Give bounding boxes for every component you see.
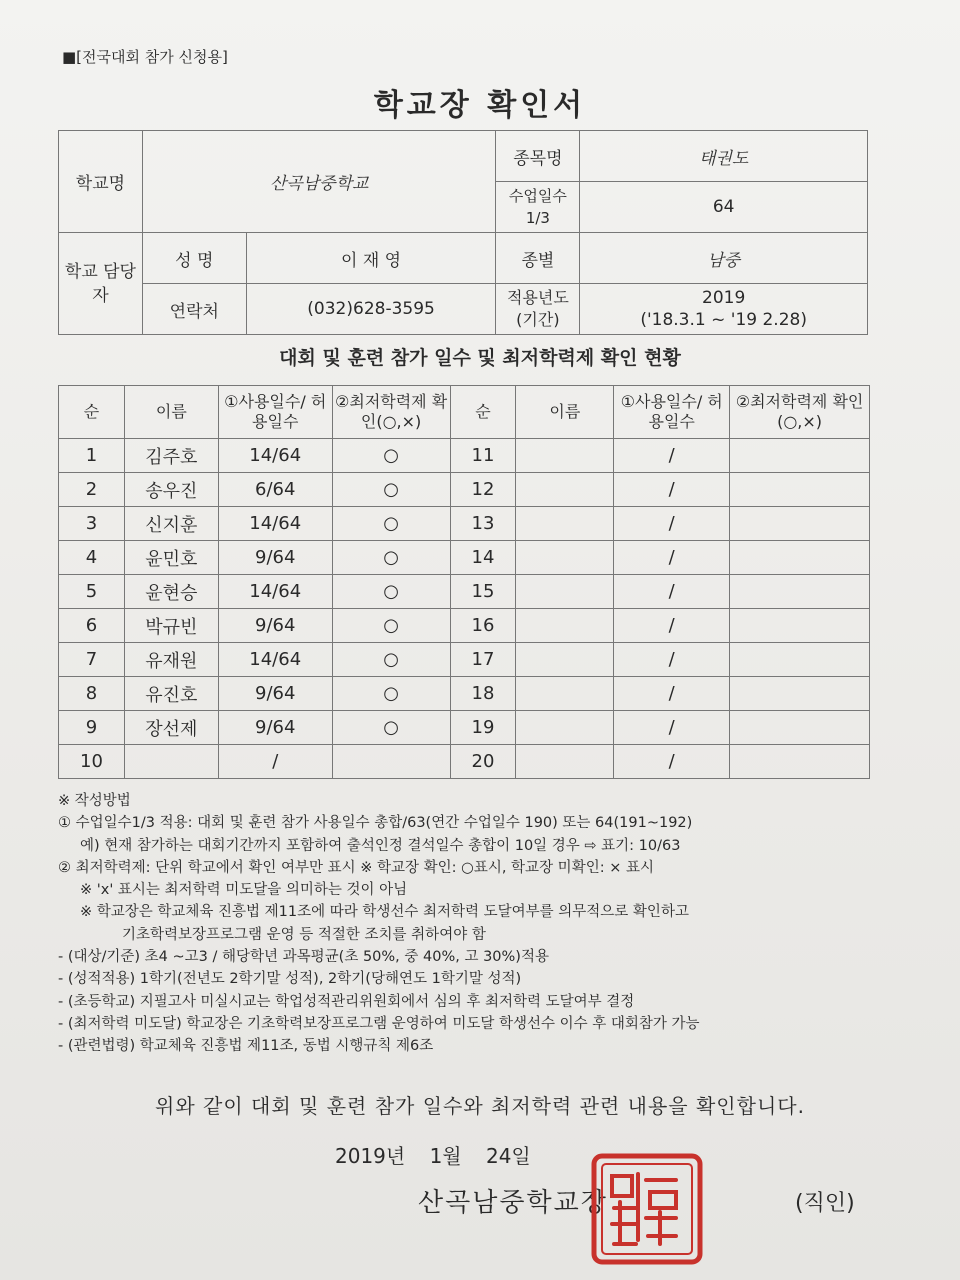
student-name	[516, 711, 614, 745]
min-academic-check	[730, 575, 870, 609]
min-academic-check: ○	[332, 439, 450, 473]
min-academic-check: ○	[332, 541, 450, 575]
form-type-label: ■[전국대회 참가 신청용]	[62, 48, 228, 66]
student-name: 박규빈	[124, 609, 218, 643]
manager-name-label: 성 명	[142, 233, 246, 284]
days-used: /	[614, 473, 730, 507]
table-row	[59, 711, 870, 745]
header-days: ①사용일수/ 허용일수	[218, 386, 332, 439]
table-row	[59, 575, 870, 609]
note-line: - (초등학교) 지필고사 미실시교는 학업성적관리위원회에서 심의 후 최저학력 도달여부 결정	[58, 993, 635, 1010]
student-name: 장선제	[124, 711, 218, 745]
days-used: 9/64	[218, 677, 332, 711]
student-name	[516, 507, 614, 541]
header-check: ②최저학력제 확인(○,×)	[730, 386, 870, 439]
header-name: 이름	[124, 386, 218, 439]
header-days: ①사용일수/ 허용일수	[614, 386, 730, 439]
min-academic-check: ○	[332, 575, 450, 609]
days-used: 14/64	[218, 575, 332, 609]
principal-signature: 산곡남중학교장	[418, 1188, 608, 1218]
note-line: - (최저학력 미도달) 학교장은 기초학력보장프로그램 운영하여 미도달 학생선수 이수 후 대회참가 가능	[58, 1015, 700, 1032]
row-number: 2	[59, 473, 125, 507]
student-name	[124, 745, 218, 779]
red-seal-stamp	[590, 1152, 704, 1266]
days-used: 9/64	[218, 541, 332, 575]
table-row	[59, 439, 870, 473]
year-cell	[580, 284, 868, 335]
days-used: 14/64	[218, 439, 332, 473]
student-name	[516, 575, 614, 609]
row-number: 12	[450, 473, 516, 507]
min-academic-check	[730, 541, 870, 575]
period-value: ('18.3.1 ~ '19 2.28)	[640, 310, 807, 330]
min-academic-check	[730, 711, 870, 745]
row-number: 11	[450, 439, 516, 473]
min-academic-check: ○	[332, 711, 450, 745]
row-number: 19	[450, 711, 516, 745]
contact-value: (032)628-3595	[246, 284, 496, 335]
sport-value: 태권도	[580, 131, 868, 182]
row-number: 9	[59, 711, 125, 745]
min-academic-check: ○	[332, 507, 450, 541]
student-name: 유재원	[124, 643, 218, 677]
note-line: - (성적적용) 1학기(전년도 2학기말 성적), 2학기(당해연도 1학기말 성적)	[58, 971, 522, 988]
table-row	[59, 507, 870, 541]
student-name	[516, 439, 614, 473]
days-used: /	[614, 677, 730, 711]
signature-date: 2019년 1월 24일	[335, 1144, 531, 1168]
min-academic-check	[730, 439, 870, 473]
class-days-value: 64	[580, 182, 868, 233]
student-name	[516, 473, 614, 507]
min-academic-check	[730, 609, 870, 643]
class-days-label: 수업일수 1/3	[496, 182, 580, 233]
note-line: ① 수업일수1/3 적용: 대회 및 훈련 참가 사용일수 총합/63(연간 수업일수 190) 또는 64(191~192)	[58, 815, 693, 832]
row-number: 7	[59, 643, 125, 677]
row-number: 16	[450, 609, 516, 643]
table-row	[59, 609, 870, 643]
days-used: /	[614, 711, 730, 745]
manager-label: 학교 담당자	[59, 233, 143, 335]
row-number: 20	[450, 745, 516, 779]
confirmation-statement: 위와 같이 대회 및 훈련 참가 일수와 최저학력 관련 내용을 확인합니다.	[155, 1094, 805, 1118]
student-name: 송우진	[124, 473, 218, 507]
table-row	[59, 473, 870, 507]
days-used: 9/64	[218, 609, 332, 643]
row-number: 4	[59, 541, 125, 575]
row-number: 8	[59, 677, 125, 711]
student-name: 유진호	[124, 677, 218, 711]
days-used: /	[614, 643, 730, 677]
min-academic-check: ○	[332, 677, 450, 711]
days-used: 14/64	[218, 643, 332, 677]
row-number: 15	[450, 575, 516, 609]
student-name	[516, 609, 614, 643]
note-line: 기초학력보장프로그램 운영 등 적절한 조치를 취하여야 함	[122, 926, 486, 943]
gender-value: 남중	[580, 233, 868, 284]
row-number: 10	[59, 745, 125, 779]
note-line: ※ 'x' 표시는 최저학력 미도달을 의미하는 것이 아님	[80, 882, 408, 899]
student-name: 김주호	[124, 439, 218, 473]
roster-table	[58, 385, 870, 779]
min-academic-check	[730, 507, 870, 541]
days-used: /	[614, 609, 730, 643]
document-title: 학교장 확인서	[373, 88, 587, 123]
header-name: 이름	[516, 386, 614, 439]
table-row	[59, 541, 870, 575]
days-used: /	[614, 745, 730, 779]
table-row	[59, 745, 870, 779]
year-value: 2019	[702, 288, 746, 308]
note-line: ② 최저학력제: 단위 학교에서 확인 여부만 표시 ※ 학교장 확인: ○표시, 학교장 미확인: × 표시	[58, 859, 654, 876]
section-title: 대회 및 훈련 참가 일수 및 최저학력제 확인 현황	[279, 347, 681, 369]
days-used: /	[614, 541, 730, 575]
instructions-notes	[58, 790, 888, 1058]
min-academic-check	[730, 643, 870, 677]
student-name	[516, 643, 614, 677]
note-line: ※ 작성방법	[58, 793, 131, 809]
row-number: 6	[59, 609, 125, 643]
min-academic-check: ○	[332, 643, 450, 677]
manager-name-value: 이 재 영	[246, 233, 496, 284]
header-no: 순	[59, 386, 125, 439]
min-academic-check	[730, 473, 870, 507]
official-seal-label: (직인)	[795, 1191, 855, 1216]
student-name	[516, 745, 614, 779]
row-number: 17	[450, 643, 516, 677]
min-academic-check	[730, 745, 870, 779]
header-no: 순	[450, 386, 516, 439]
school-info-table	[58, 130, 868, 335]
table-row	[59, 677, 870, 711]
student-name	[516, 541, 614, 575]
header-check: ②최저학력제 확인(○,×)	[332, 386, 450, 439]
student-name: 윤민호	[124, 541, 218, 575]
note-line: - (대상/기준) 초4 ~고3 / 해당학년 과목평균(초 50%, 중 40%, 고 30%)적용	[58, 949, 549, 966]
note-line: 예) 현재 참가하는 대회기간까지 포함하여 출석인정 결석일수 총합이 10일 경우 ⇨ 표기: 10/63	[80, 837, 681, 854]
min-academic-check: ○	[332, 473, 450, 507]
year-label: 적용년도 (기간)	[496, 284, 580, 335]
student-name: 윤현승	[124, 575, 218, 609]
row-number: 18	[450, 677, 516, 711]
days-used: 14/64	[218, 507, 332, 541]
sport-label: 종목명	[496, 131, 580, 182]
days-used: /	[614, 507, 730, 541]
note-line: - (관련법령) 학교체육 진흥법 제11조, 동법 시행규칙 제6조	[58, 1038, 434, 1055]
days-used: /	[614, 575, 730, 609]
student-name	[516, 677, 614, 711]
days-used: 9/64	[218, 711, 332, 745]
days-used: 6/64	[218, 473, 332, 507]
note-line: ※ 학교장은 학교체육 진흥법 제11조에 따라 학생선수 최저학력 도달여부를 의무적으로 확인하고	[80, 904, 689, 921]
row-number: 3	[59, 507, 125, 541]
roster-header-row	[59, 386, 870, 439]
gender-label: 종별	[496, 233, 580, 284]
min-academic-check: ○	[332, 609, 450, 643]
table-row	[59, 643, 870, 677]
row-number: 14	[450, 541, 516, 575]
min-academic-check	[332, 745, 450, 779]
row-number: 1	[59, 439, 125, 473]
contact-label: 연락처	[142, 284, 246, 335]
row-number: 5	[59, 575, 125, 609]
days-used: /	[614, 439, 730, 473]
days-used: /	[218, 745, 332, 779]
student-name: 신지훈	[124, 507, 218, 541]
row-number: 13	[450, 507, 516, 541]
school-name-value: 산곡남중학교	[142, 131, 496, 233]
min-academic-check	[730, 677, 870, 711]
school-name-label: 학교명	[59, 131, 143, 233]
